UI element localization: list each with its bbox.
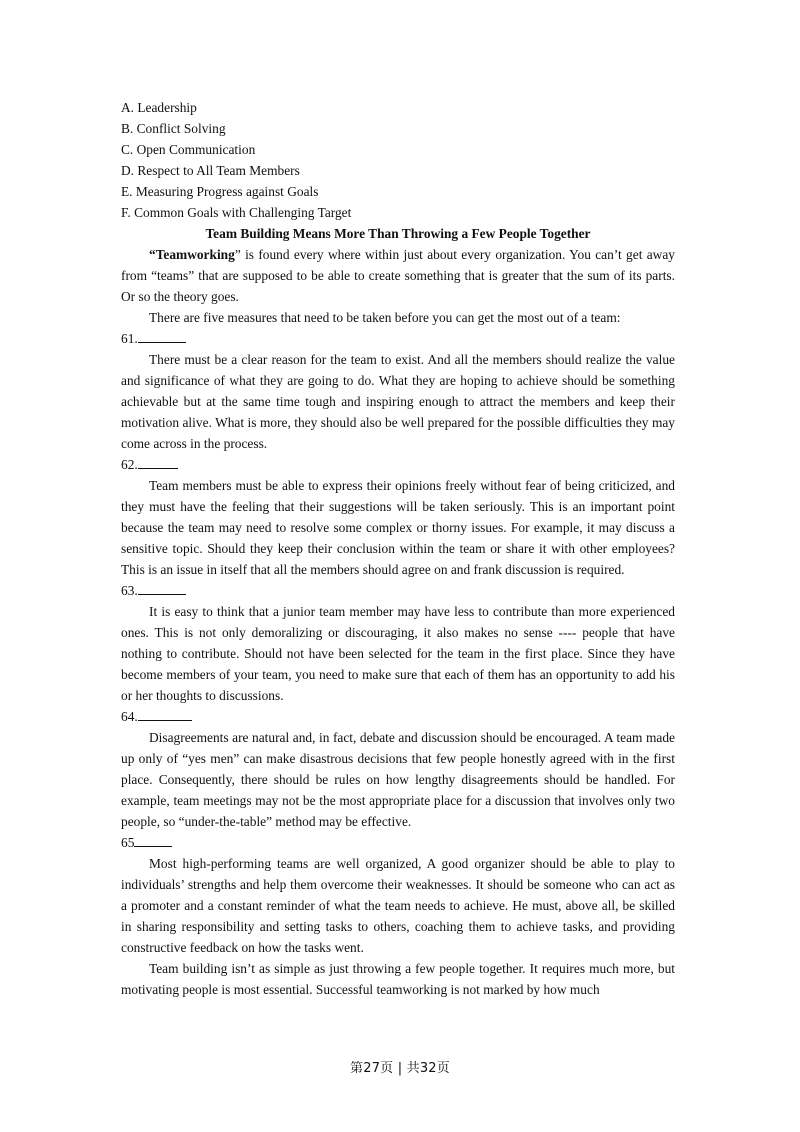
- paragraph-61: There must be a clear reason for the team to exist. And all the members should realize the value and significance of what they are going to do. What they are hoping to achieve should be something achievable but at the same time tough and inspiring enough to attract the members and keep their motivation alive. What is more, they should also be well prepared for the possible difficulties they may come across in the process.: [121, 352, 675, 451]
- intro-paragraph: [121, 244, 675, 307]
- option-d: D. Respect to All Team Members: [121, 163, 300, 178]
- option-c: C. Open Communication: [121, 142, 256, 157]
- blank-number: 64.: [121, 709, 138, 724]
- closing-paragraph: Team building isn’t as simple as just throwing a few people together. It requires much more, but motivating people is most essential. Successful teamworking is not marked by how much: [121, 961, 675, 997]
- answer-blank-line: [138, 454, 178, 469]
- option-e: E. Measuring Progress against Goals: [121, 184, 319, 199]
- option-a: A. Leadership: [121, 100, 197, 115]
- answer-blank-line: [134, 832, 172, 847]
- blank-number: 63.: [121, 583, 138, 598]
- paragraph-64: Disagreements are natural and, in fact, debate and discussion should be encouraged. A team made up only of “yes men” can make disastrous decisions that few people honestly agreed with in the first place. Consequently, there should be rules on how lengthy disagreements should be handled. For example, team meetings may not be the most appropriate place for a discussion that involves only two people, so “under-the-table” method may be effective.: [121, 730, 675, 829]
- page-footer: 第27页 | 共32页: [350, 1061, 450, 1076]
- document-body: [121, 97, 675, 1000]
- option-f: F. Common Goals with Challenging Target: [121, 205, 352, 220]
- passage-title: Team Building Means More Than Throwing a Few People Together: [205, 226, 591, 241]
- blank-number: 62.: [121, 457, 138, 472]
- blank-63: [121, 580, 675, 601]
- answer-blank-line: [138, 706, 192, 721]
- option-b: B. Conflict Solving: [121, 121, 226, 136]
- blank-62: [121, 454, 675, 475]
- intro-text: ” is found every where within just about every organization. You can’t get away from “teams” that are supposed to be able to create something that is greater that the sum of its parts. Or so the theory goes.: [121, 247, 675, 304]
- intro-paragraph-2: There are five measures that need to be taken before you can get the most out of a team:: [149, 310, 621, 325]
- answer-blank-line: [138, 328, 186, 343]
- blank-65: [121, 832, 675, 853]
- paragraph-62: Team members must be able to express their opinions freely without fear of being criticized, and they must have the feeling that their suggestions will be taken seriously. This is an important point because the team may need to resolve some complex or thorny issues. For example, it may discuss a sensitive topic. Should they keep their conclusion within the team or share it with other employees? This is an issue in itself that all the members should agree on and frank discussion is required.: [121, 478, 675, 577]
- intro-bold-term: “Teamworking: [149, 247, 235, 262]
- blank-61: [121, 328, 675, 349]
- paragraph-63: It is easy to think that a junior team member may have less to contribute than more experienced ones. This is not only demoralizing or discouraging, it also makes no sense ---- people that have nothing to contribute. Should not have been selected for the team in the first place. Since they have become members of your team, you need to make sure that each of them has an opportunity to add his or her thoughts to discussions.: [121, 604, 675, 703]
- blank-number: 65: [121, 835, 135, 850]
- options-list: [121, 97, 675, 223]
- answer-blank-line: [138, 580, 186, 595]
- blank-number: 61.: [121, 331, 138, 346]
- blank-64: [121, 706, 675, 727]
- paragraph-65: Most high-performing teams are well organized, A good organizer should be able to play to individuals’ strengths and help them overcome their weaknesses. It should be someone who can act as a promoter and a constant reminder of what the team needs to achieve. He must, above all, be skilled in sharing responsibility and setting tasks to others, coaching them to achieve tasks, and providing constructive feedback on how the tasks went.: [121, 856, 675, 955]
